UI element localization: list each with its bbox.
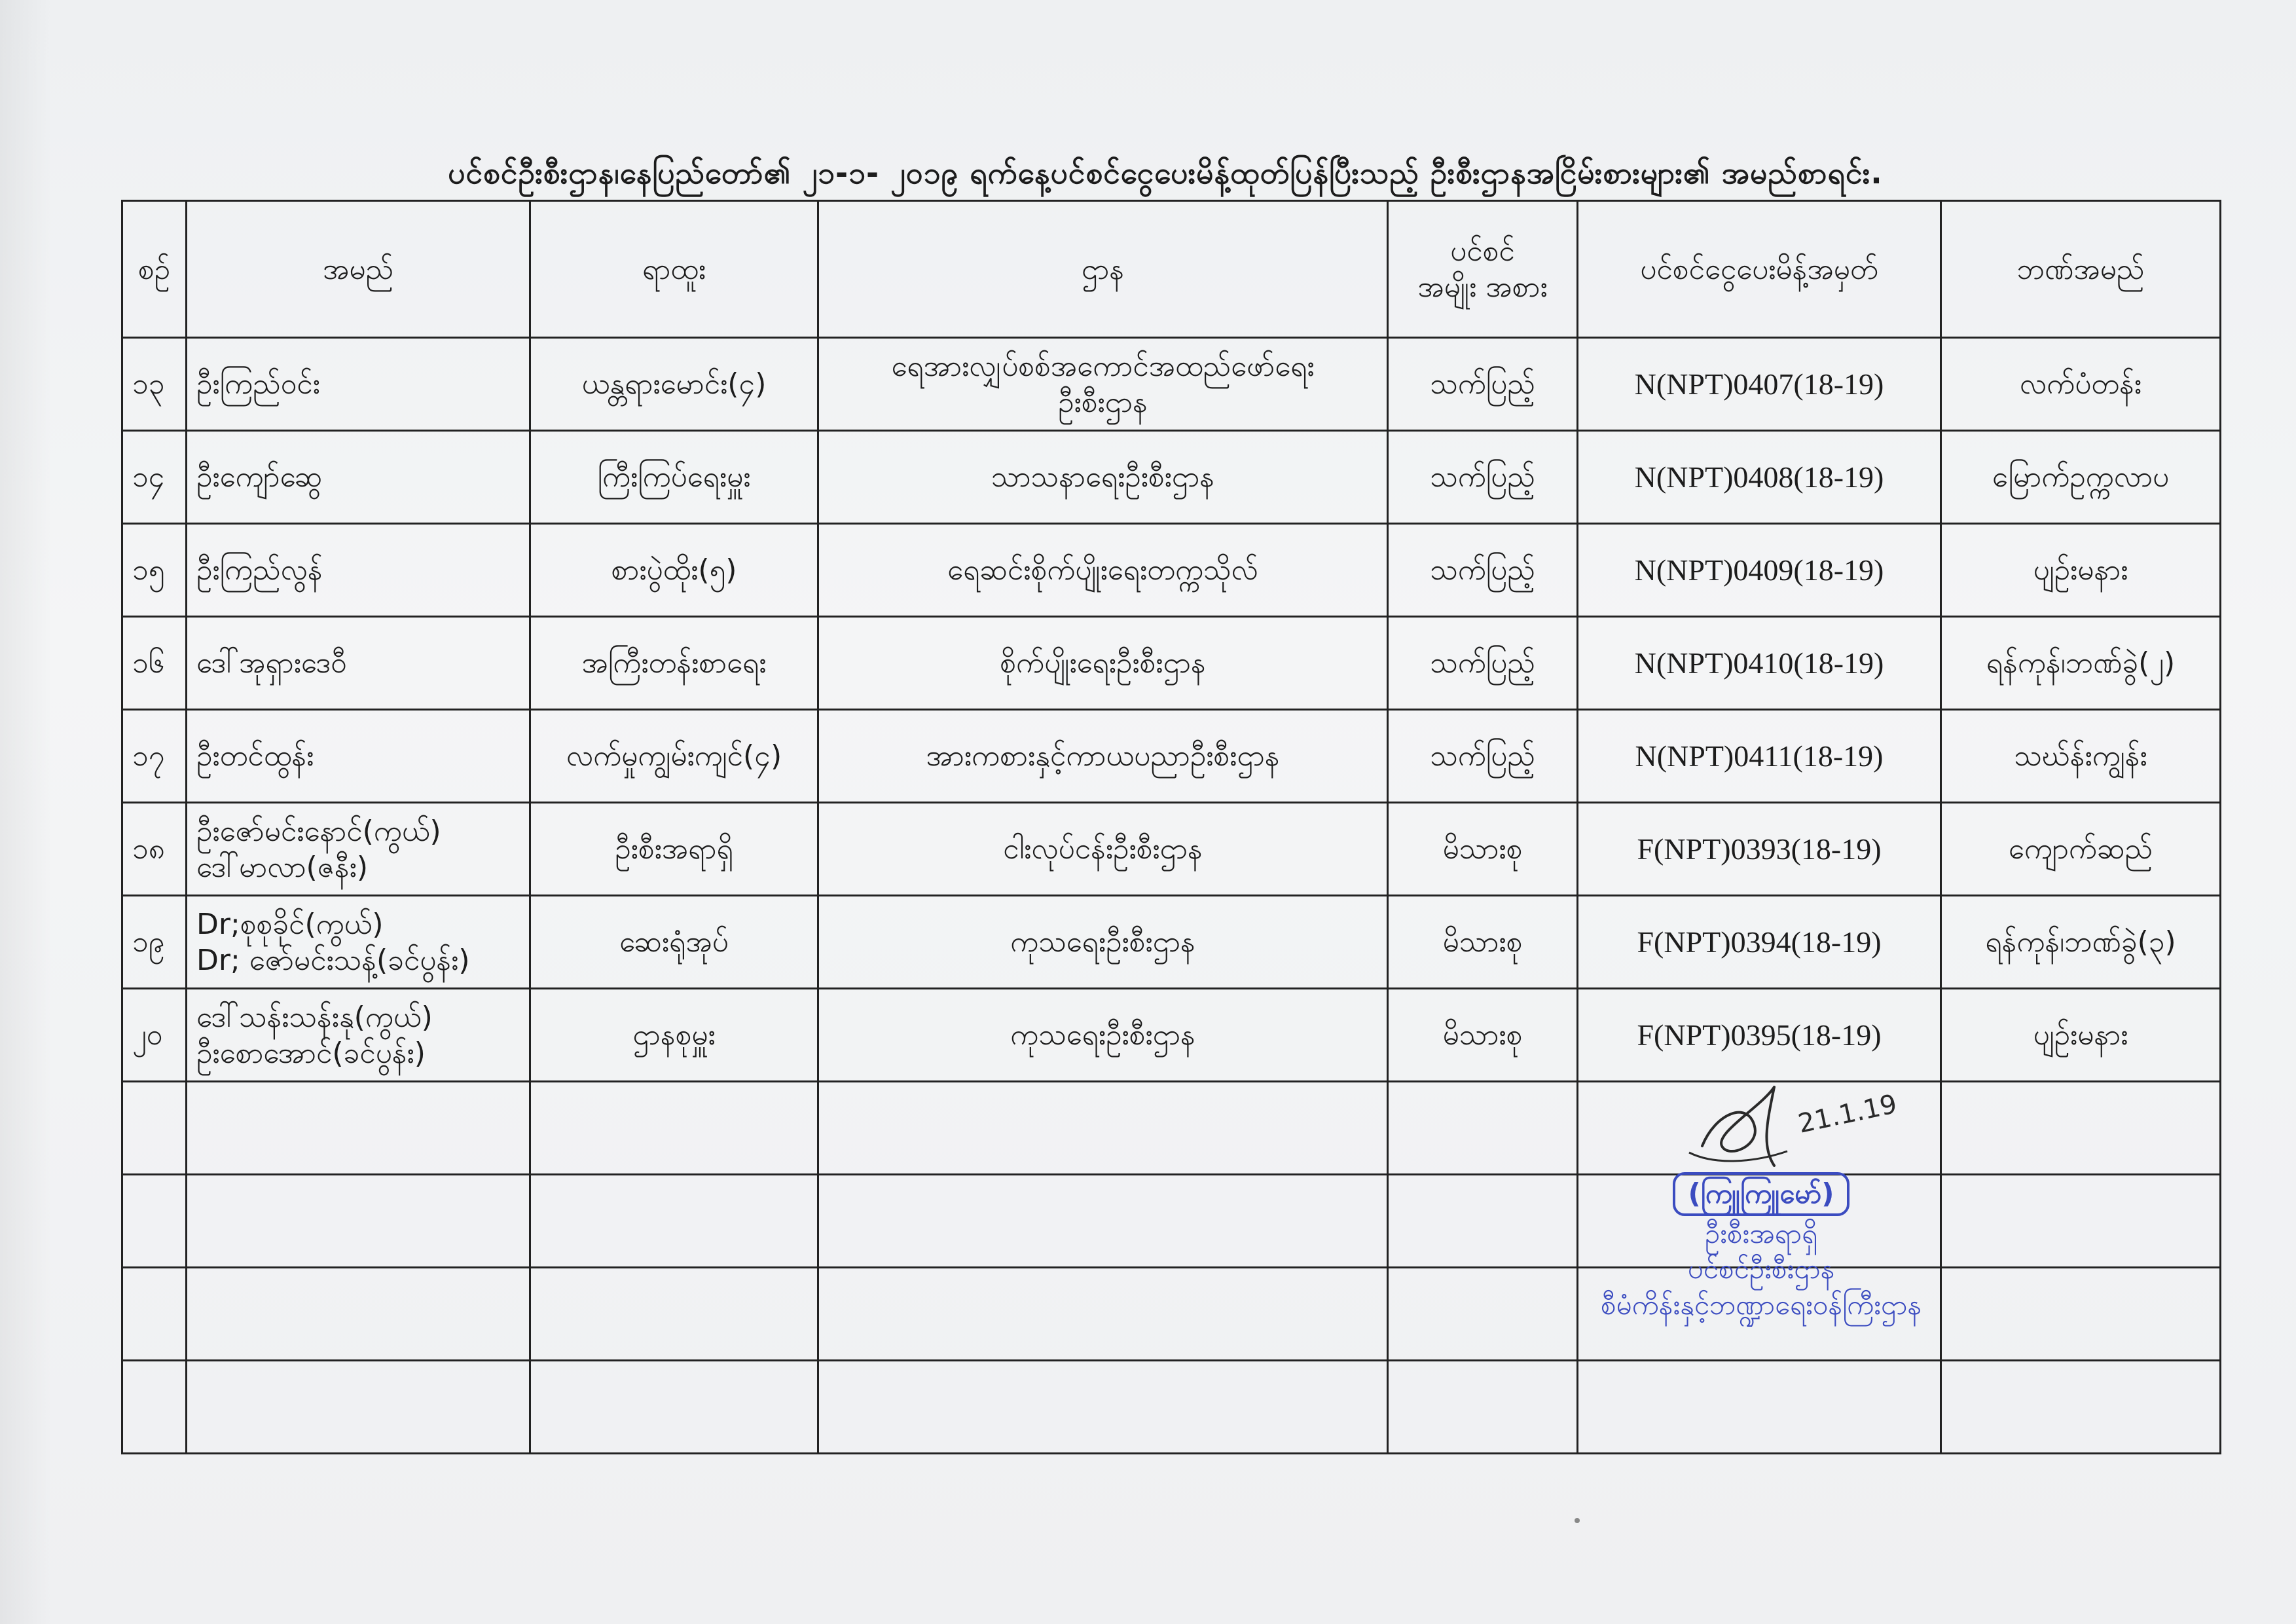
cell-pension-type-text: မိသားစု [1442,832,1523,866]
cell-rank [530,338,818,431]
cell-name [187,431,530,524]
cell-pension-type-text: မိသားစု [1442,925,1523,959]
cell-rank [530,989,818,1082]
cell-department [818,524,1388,617]
cell-rank [530,896,818,989]
cell-bank [1941,431,2221,524]
cell-pension-type-text: သက်ပြည့် [1430,367,1535,401]
empty-cell [818,1175,1388,1268]
empty-cell [530,1175,818,1268]
cell-department [818,896,1388,989]
table-row [122,338,2221,431]
cell-rank [530,431,818,524]
header-pension-type-line2: အမျိုး အစား [1417,270,1548,304]
cell-pension-type-text: သက်ပြည့် [1430,553,1535,587]
cell-bank-text: ပျဉ်းမနား [2033,1018,2128,1052]
seal-name: (ကြူကြူမော်) [1673,1172,1850,1216]
table-row [122,896,2221,989]
table-row-empty [122,1361,2221,1454]
empty-cell [1941,1268,2221,1361]
cell-order-no-text: N(NPT)0408(18-19) [1634,460,1884,494]
empty-cell [187,1175,530,1268]
cell-pension-type-text: သက်ပြည့် [1430,460,1535,494]
cell-name [187,524,530,617]
cell-order-no-text: F(NPT)0393(18-19) [1637,832,1882,866]
cell-bank [1941,989,2221,1082]
cell-order-no-text: F(NPT)0395(18-19) [1637,1018,1882,1052]
table-row [122,617,2221,710]
header-pension-type [1388,201,1578,338]
header-order-no: ပင်စင်ငွေပေးမိန့်အမှတ် [1578,201,1941,338]
cell-pension-type-text: သက်ပြည့် [1430,739,1535,773]
table-row [122,524,2221,617]
cell-order-no [1578,710,1941,803]
cell-no [122,617,187,710]
cell-name [187,617,530,710]
cell-no [122,896,187,989]
cell-bank-text: ရန်ကုန်၊ဘဏ်ခွဲ(၂) [1986,646,2176,680]
official-seal [1558,1172,1964,1323]
cell-name-text: ဦးကြည်လွန် [196,553,323,587]
empty-cell [530,1361,818,1454]
empty-cell [187,1082,530,1175]
cell-bank-text: မြောက်ဥက္ကလာပ [1992,460,2170,494]
cell-order-no [1578,431,1941,524]
cell-rank-text: ယန္တရားမောင်း(၄) [581,367,767,401]
cell-name [187,710,530,803]
cell-name-text: ဦးစောအောင်(ခင်ပွန်း) [196,1036,426,1070]
empty-cell [122,1175,187,1268]
cell-name-text: ဒေါ်သန်းသန်းနု(ကွယ်) [196,1000,433,1034]
cell-department [818,989,1388,1082]
cell-bank-text: သဃ်န်းကျွန်း [2014,739,2147,773]
cell-pension-type [1388,896,1578,989]
cell-order-no [1578,524,1941,617]
cell-name-text: Dr; ဇော်မင်းသန့်(ခင်ပွန်း) [196,943,470,977]
cell-rank-text: ဆေးရုံအုပ် [619,925,729,959]
cell-order-no [1578,617,1941,710]
empty-cell [1941,1361,2221,1454]
empty-cell [1388,1175,1578,1268]
table-row [122,989,2221,1082]
cell-no-text: ၁၇ [132,739,165,773]
cell-rank [530,524,818,617]
cell-bank [1941,710,2221,803]
cell-rank-text: ကြီးကြပ်ရေးမှူး [597,460,751,494]
cell-rank [530,803,818,896]
header-name: အမည် [187,201,530,338]
cell-name-text: ဦးကြည်ဝင်း [196,367,320,401]
empty-cell [818,1361,1388,1454]
cell-department-text: ဦးစီးဌာန [1058,385,1148,419]
cell-name-text: ဒေါ်အုရှားဒေဝီ [196,646,347,680]
cell-no [122,710,187,803]
cell-order-no-text: N(NPT)0410(18-19) [1634,646,1884,680]
cell-order-no-text: F(NPT)0394(18-19) [1637,925,1882,959]
empty-cell [818,1268,1388,1361]
cell-department-text: အားကစားနှင့်ကာယပညာဦးစီးဌာန [926,739,1280,773]
empty-cell [818,1082,1388,1175]
cell-rank-text: အကြီးတန်းစာရေး [581,646,767,680]
empty-cell [1388,1082,1578,1175]
empty-cell [1388,1361,1578,1454]
cell-pension-type [1388,989,1578,1082]
page-edge-shadow [0,0,52,1624]
empty-cell [122,1268,187,1361]
header-bank: ဘဏ်အမည် [1941,201,2221,338]
empty-cell [122,1082,187,1175]
empty-cell [187,1268,530,1361]
cell-no [122,431,187,524]
cell-rank [530,617,818,710]
cell-bank-text: လက်ပံတန်း [2019,367,2142,401]
cell-bank [1941,803,2221,896]
cell-name-text: ဦးတင်ထွန်း [196,739,314,773]
cell-department [818,803,1388,896]
cell-rank-text: စားပွဲထိုး(၅) [611,553,737,587]
header-department: ဌာန [818,201,1388,338]
empty-cell [1578,1361,1941,1454]
cell-order-no [1578,896,1941,989]
table-row [122,431,2221,524]
cell-no [122,989,187,1082]
empty-cell [530,1082,818,1175]
seal-title: ဦးစီးအရာရှိ [1704,1217,1818,1249]
cell-rank [530,710,818,803]
cell-department [818,617,1388,710]
cell-department [818,710,1388,803]
seal-department: ပင်စင်ဦးစီးဌာန [1687,1253,1835,1285]
cell-department-text: ရေအားလျှပ်စစ်အကောင်အထည်ဖော်ရေး [891,349,1315,383]
cell-pension-type [1388,710,1578,803]
cell-order-no-text: N(NPT)0407(18-19) [1634,367,1884,401]
header-rank: ရာထူး [530,201,818,338]
cell-pension-type [1388,524,1578,617]
cell-name-text: Dr;စုစုခိုင်(ကွယ်) [196,907,384,941]
cell-pension-type [1388,431,1578,524]
cell-name-text: ဦးဇော်မင်းနောင်(ကွယ်) [196,814,441,848]
cell-name [187,338,530,431]
cell-no-text: ၁၄ [132,460,165,494]
header-pension-type-line1: ပင်စင် [1450,234,1515,268]
table-header-row [122,201,2221,338]
empty-cell [187,1361,530,1454]
cell-bank [1941,524,2221,617]
cell-department-text: ကုသရေးဦးစီးဌာန [1010,1018,1195,1052]
cell-rank-text: ဦးစီးအရာရှိ [615,832,733,866]
cell-bank-text: ပျဉ်းမနား [2033,553,2128,587]
cell-order-no [1578,338,1941,431]
cell-order-no [1578,803,1941,896]
cell-bank [1941,617,2221,710]
cell-no-text: ၁၅ [132,553,165,587]
cell-pension-type-text: မိသားစု [1442,1018,1523,1052]
cell-no-text: ၁၉ [132,925,165,959]
cell-pension-type [1388,803,1578,896]
cell-name [187,896,530,989]
table-row [122,710,2221,803]
cell-no-text: ၂၀ [132,1018,163,1052]
cell-department-text: ငါးလုပ်ငန်းဦးစီးဌာန [1003,832,1203,866]
cell-order-no-text: N(NPT)0411(18-19) [1635,739,1884,773]
cell-order-no-text: N(NPT)0409(18-19) [1634,553,1884,587]
empty-cell [1388,1268,1578,1361]
cell-bank [1941,338,2221,431]
cell-bank-text: ကျောက်ဆည် [2008,832,2153,866]
cell-no [122,803,187,896]
cell-name [187,803,530,896]
handwritten-signature [1676,1074,1938,1179]
empty-cell [122,1361,187,1454]
cell-pension-type [1388,617,1578,710]
cell-no-text: ၁၈ [132,832,165,866]
signature-date: 21.1.19 [1795,1089,1900,1139]
scan-speck [1575,1518,1580,1523]
cell-department-text: ကုသရေးဦးစီးဌာန [1010,925,1195,959]
cell-no-text: ၁၆ [132,646,165,680]
cell-department [818,338,1388,431]
cell-rank-text: လက်မှုကျွမ်းကျင်(၄) [566,739,782,773]
cell-rank-text: ဌာနစုမှူး [632,1018,716,1052]
cell-department-text: စိုက်ပျိုးရေးဦးစီးဌာန [1000,646,1206,680]
cell-name-text: ဦးကျော်ဆွေ [196,460,323,494]
seal-ministry: စီမံကိန်းနှင့်ဘဏ္ဍာရေးဝန်ကြီးဌာန [1600,1288,1922,1321]
header-no: စဉ် [122,201,187,338]
cell-name [187,989,530,1082]
cell-pension-type-text: သက်ပြည့် [1430,646,1535,680]
document-title: ပင်စင်ဦးစီးဌာန၊နေပြည်တော်၏ ၂၁-၁- ၂၀၁၉ ရက်နေ့ပင်စင်ငွေပေးမိန့်ထုတ်ပြန်ပြီးသည့် ဦးစီးဌာနအငြိမ်းစားများ၏ အမည်စာရင်း. [448,155,1883,191]
empty-cell [1941,1082,2221,1175]
cell-bank-text: ရန်ကုန်၊ဘဏ်ခွဲ(၃) [1985,925,2176,959]
cell-department-text: ရေဆင်းစိုက်ပျိုးရေးတက္ကသိုလ် [947,553,1258,587]
empty-cell [530,1268,818,1361]
empty-cell [1941,1175,2221,1268]
cell-order-no [1578,989,1941,1082]
cell-bank [1941,896,2221,989]
cell-pension-type [1388,338,1578,431]
cell-department-text: သာသနာရေးဦးစီးဌာန [991,460,1215,494]
cell-no-text: ၁၃ [132,367,165,401]
cell-no [122,524,187,617]
table-row [122,803,2221,896]
cell-department [818,431,1388,524]
cell-name-text: ဒေါ်မာလာ(ဇနီး) [196,850,368,884]
cell-no [122,338,187,431]
